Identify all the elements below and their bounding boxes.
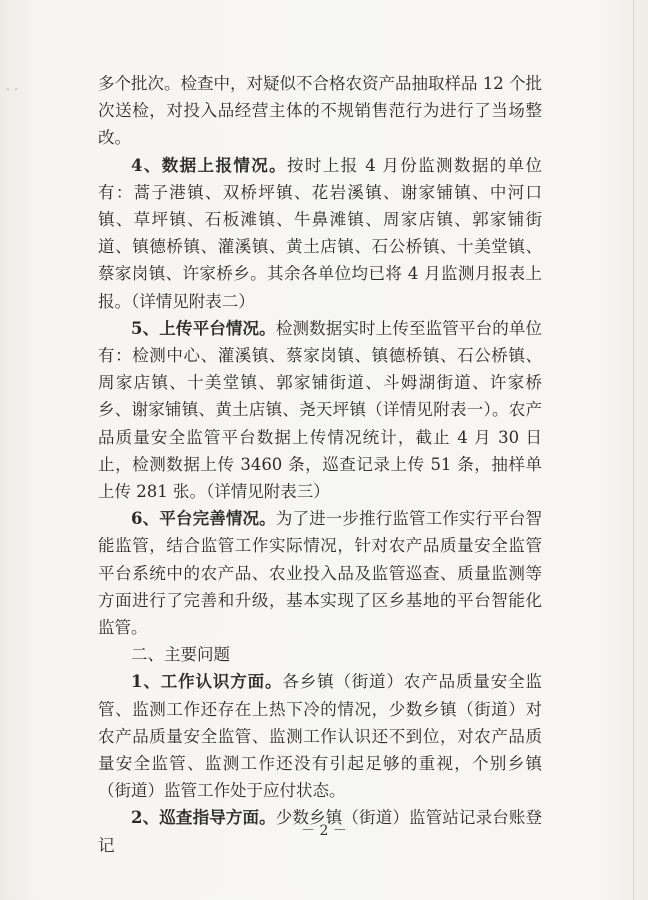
paragraph-text: 各乡镇（街道）农产品质量安全监管、监测工作还存在上热下冷的情况，少数乡镇（街道）对农产品质量安全监管、监测工作认识还不到位，对农产品质量安全监管、监测工作还没有引起足够的重视，个别乡镇（街道）监管工作处于应付状态。 bbox=[98, 672, 543, 801]
paragraph-heading: 4、数据上报情况。 bbox=[131, 155, 288, 175]
paragraph-platform-improvement bbox=[98, 505, 542, 641]
paragraph-platform-upload bbox=[98, 315, 542, 505]
paragraph-heading: 2、巡查指导方面。 bbox=[131, 808, 276, 828]
paragraph-text: 少数乡镇（街道）监管站记录台账登记 bbox=[98, 808, 543, 855]
paragraph-work-awareness bbox=[98, 668, 542, 804]
section-title: 二、主要问题 bbox=[131, 645, 230, 665]
paragraph-heading: 5、上传平台情况。 bbox=[131, 318, 276, 338]
paragraph-data-report bbox=[98, 152, 542, 315]
page-edge-shadow bbox=[633, 0, 634, 900]
page-number: － 2 － bbox=[301, 823, 347, 839]
paragraph-text: 按时上报 4 月份监测数据的单位有：蒿子港镇、双桥坪镇、花岩溪镇、谢家铺镇、中河口镇、草坪镇、石板滩镇、牛鼻滩镇、周家店镇、郭家铺街道、镇德桥镇、灌溪镇、黄土店镇、石公桥镇、十美堂镇、蔡家岗镇、许家桥乡。其余各单位均已将 4 月监测月报表上报。（详情见附表二） bbox=[98, 155, 542, 311]
paragraph-continuation bbox=[98, 70, 542, 152]
margin-mark: - - bbox=[6, 84, 19, 95]
document-body bbox=[98, 70, 542, 859]
paragraph-heading: 6、平台完善情况。 bbox=[131, 509, 276, 529]
paragraph-text: 为了进一步推行监管工作实行平台智能监管，结合监管工作实际情况，针对农产品质量安全监管平台系统中的农产品、农业投入品及监管巡查、质量监测等方面进行了完善和升级，基本实现了区乡基地的平台智能化监管。 bbox=[98, 509, 543, 638]
paragraph-text: 多个批次。检查中，对疑似不合格农资产品抽取样品 12 个批次送检，对投入品经营主体的不规销售范行为进行了当场整改。 bbox=[98, 74, 542, 148]
paragraph-heading: 1、工作认识方面。 bbox=[131, 672, 283, 692]
paragraph-text: 检测数据实时上传至监管平台的单位有：检测中心、灌溪镇、蔡家岗镇、镇德桥镇、石公桥镇、周家店镇、十美堂镇、郭家铺街道、斗姆湖街道、许家桥乡、谢家铺镇、黄土店镇、尧天坪镇（详情见附表一）。农产品质量安全监管平台数据上传情况统计，截止 4 月 30 日止，检测数据上传 3460 条，巡查记录上传 51 条，抽样单上传 281 张。（详情见附表三） bbox=[98, 318, 543, 502]
